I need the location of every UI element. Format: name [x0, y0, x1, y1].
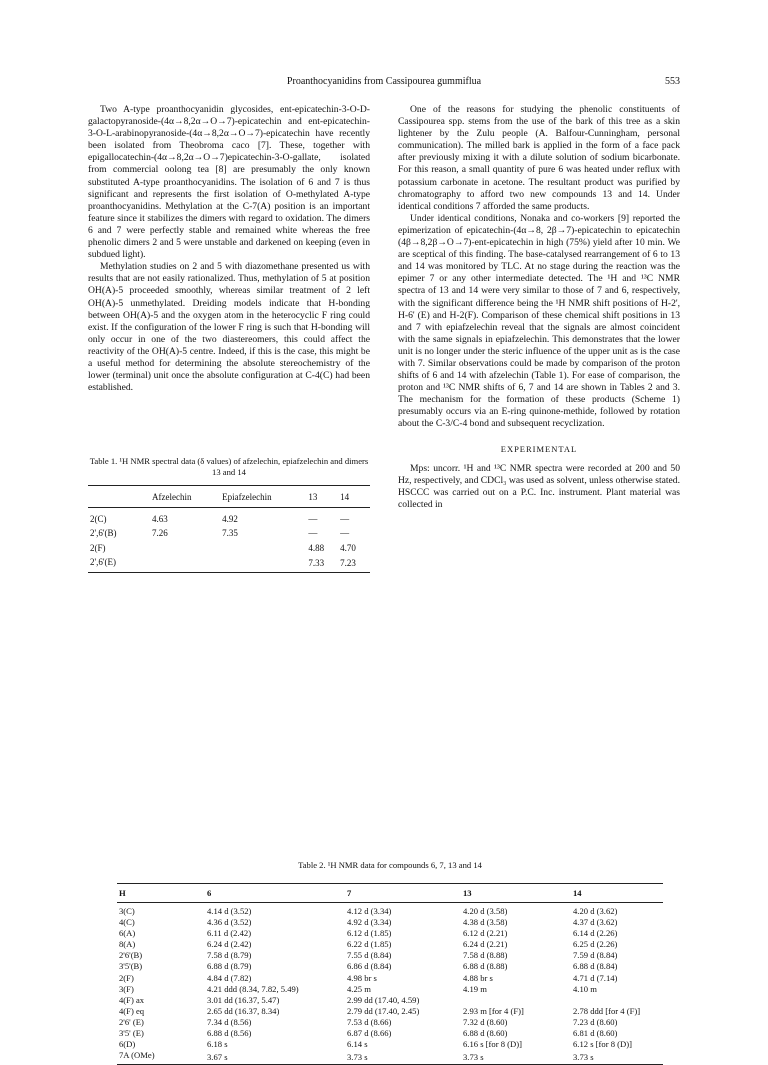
table-cell: 4(F) ax — [119, 994, 145, 1005]
table-cell: 7.58 d (8.79) — [207, 950, 252, 961]
table-cell: 2',6'(E) — [90, 556, 116, 567]
table-1-body — [88, 486, 370, 572]
table-cell: 4.92 — [222, 514, 238, 525]
table-header: 6 — [205, 884, 345, 903]
table-row — [117, 973, 663, 984]
table-cell: 2(F) — [119, 972, 134, 983]
table-cell: — — [340, 514, 350, 525]
table-cell: 3(C) — [119, 906, 135, 916]
table-cell: — — [340, 528, 350, 539]
table-cell: 6.22 d (1.85) — [347, 939, 392, 950]
table-cell: — — [308, 514, 318, 525]
table-cell: 6.14 s — [347, 1039, 368, 1050]
table-cell: 3(F) — [119, 983, 134, 994]
table-cell: 4.88 br s — [463, 972, 493, 983]
table-header: 13 — [308, 492, 318, 503]
table-cell: 4.38 d (3.58) — [463, 917, 508, 928]
table-cell: 6.88 d (8.60) — [463, 1028, 508, 1039]
table-header: 13 — [461, 884, 571, 903]
table-cell: 2',6'(B) — [90, 528, 117, 539]
page-number: 553 — [665, 76, 680, 87]
table-cell: 2'6' (E) — [119, 1016, 144, 1027]
table-cell: 7.34 d (8.56) — [207, 1016, 252, 1027]
table-cell: 4.36 d (3.52) — [207, 917, 252, 928]
table-cell: 4(F) eq — [119, 1005, 145, 1016]
table-cell: 7.35 — [222, 528, 238, 539]
table-row — [117, 984, 663, 995]
table-cell: 6.12 d (1.85) — [347, 928, 392, 939]
table-header: 14 — [340, 492, 350, 503]
table-row — [117, 995, 663, 1006]
table-cell — [461, 995, 571, 1006]
table-cell: 7.23 — [340, 558, 356, 569]
paragraph: Two A-type proanthocyanidin glycosides, ent-epicatechin-3-O-D-galactopyranoside-(4α→8,2α→O→7)-epicatechin and ent-epicatechin-3-O-L-arabinopyranoside-(4α→8,2α→O→7)-epicatechin have recently been isolated from Theobroma caco [7]. These, together with epigallocatechin-(4α→8,2α→O→7)epicatechin-3-O-gallate, isolated from commercial oolong tea [8] are presumably the only known substituted A-type proanthocyanidins. The isolation of 6 and 7 is thus significant and represents the first isolation of O-methylated A-type proanthocyanidins. Methylation at the C-7(A) position is an important feature since it stabilizes the dimers with regard to oxidation. The dimers 6 and 7 were perfectly stable and remained white whereas the free phenolic dimers 2 and 5 were unstable and darkened on keeping (even in subdued light). — [88, 104, 370, 261]
table-cell: 4.20 d (3.58) — [463, 906, 508, 916]
running-title: Proanthocyanidins from Cassipourea gummiflua — [286, 76, 482, 87]
table-row — [88, 512, 370, 526]
table-row — [117, 950, 663, 961]
table-header: Epiafzelechin — [222, 492, 272, 503]
table-cell: 4.70 — [340, 542, 356, 553]
left-column — [88, 104, 370, 573]
table-cell: 4.98 br s — [347, 972, 377, 983]
table-cell: 4.20 d (3.62) — [573, 906, 618, 916]
table-row — [88, 541, 370, 555]
table-cell: 6.88 d (8.84) — [573, 961, 618, 972]
paragraph: Mps: uncorr. ¹H and ¹³C NMR spectra were recorded at 200 and 50 Hz, respectively, and CDCl₃ was used as solvent, unless otherwise stated. HSCCC was carried out on a P.C. Inc. instrument. Plant material was collected in — [398, 462, 680, 510]
table-cell: 4.63 — [152, 514, 168, 525]
table-header: 14 — [571, 884, 663, 903]
table-cell: 6.88 d (8.88) — [463, 961, 508, 972]
section-heading: EXPERIMENTAL — [500, 443, 578, 454]
table-cell: 6.24 d (2.21) — [463, 939, 508, 950]
table-cell: 6.86 d (8.84) — [347, 961, 392, 972]
table-cell: 7.58 d (8.88) — [463, 950, 508, 961]
table-cell: 4.84 d (7.82) — [207, 972, 252, 983]
table-cell: — — [308, 528, 318, 539]
table-cell: 6.18 s — [207, 1039, 228, 1050]
table-cell: 7.32 d (8.60) — [463, 1016, 508, 1027]
table-cell: 7.23 d (8.60) — [573, 1016, 618, 1027]
table-cell: 4.88 — [308, 542, 325, 553]
table-cell: 6.88 d (8.79) — [207, 961, 252, 972]
table-cell: 6.11 d (2.42) — [207, 928, 252, 939]
table-cell: 6(D) — [119, 1039, 136, 1050]
table-cell: 4.71 d (7.14) — [573, 972, 618, 983]
paragraph: Under identical conditions, Nonaka and co-workers [9] reported the epimerization of epicatechin-(4α→8, 2β→7)-epicatechin to epicatechin (4β→8,2β→O→7)-ent-epicatechin in high (75%) yield after 10 min. We are sceptical of this finding. The base-catalysed rearrangement of 6 to 13 and 14 was monitored by TLC. At no stage during the reaction was the epimer 7 or any other intermediate detected. The ¹H and ¹³C NMR spectra of 13 and 14 were very similar to those of 7 and 6, respectively, with the significant difference being the ¹H NMR shift positions of H-2', H-6' (E) and H-2(F). Comparison of these chemical shift positions in 13 and 7 with epiafzelechin reveal that the signals are almost coincident with the same signals in epiafzelechin. This demonstrates that the lower unit is no longer under the steric influence of the upper unit as is the case with 7. Similar observations could be made by comparison of the proton shifts of 6 and 14 with afzelechin (Table 1). For ease of comparison, the proton and ¹³C NMR shifts of 6, 7 and 14 are shown in Tables 2 and 3. The mechanism for the formation of these products (Scheme 1) presumably occurs via an E-ring quinone-methide, followed by rotation about the C-3/C-4 bond and subsequent recyclization. — [398, 212, 680, 430]
table-cell: 4.92 d (3.34) — [347, 917, 392, 928]
table-cell: 3.73 s — [571, 1050, 663, 1065]
paragraph: One of the reasons for studying the phenolic constituents of Cassipourea spp. stems from the use of the bark of this tree as a skin lightener by the Zulu people (A. Balfour-Cunningham, personal communication). The milled bark is applied in the form of a face pack after previously mixing it with a dilute solution of sodium bicarbonate. For this reason, a small quantity of pure 6 was heated under reflux with potassium carbonate in acetone. The resultant product was purified by chromatography to afford two new compounds 13 and 14. Under identical conditions 7 afforded the same products. — [398, 104, 680, 212]
table-cell: 4.19 m — [463, 983, 487, 994]
table-cell: 4.25 m — [347, 983, 371, 994]
table-cell: 7A (OMe) — [117, 1050, 205, 1065]
table-cell: 3.67 s — [205, 1050, 345, 1065]
table-cell: 6.16 s [for 8 (D)] — [463, 1039, 522, 1050]
table-header: H — [117, 884, 205, 903]
table-row — [117, 1039, 663, 1050]
table-cell: 2.79 dd (17.40, 2.45) — [347, 1005, 420, 1016]
table-cell — [220, 541, 306, 555]
table-header: 7 — [345, 884, 461, 903]
table-cell: 6.87 d (8.66) — [347, 1028, 392, 1039]
table-cell: 7.55 d (8.84) — [347, 950, 392, 961]
table-row — [117, 1050, 663, 1065]
table-cell: 6.24 d (2.42) — [207, 939, 252, 950]
table-cell — [150, 555, 220, 573]
table-cell — [220, 555, 306, 573]
table-1 — [88, 456, 370, 572]
table-cell: 7.59 d (8.84) — [573, 950, 618, 961]
table-cell: 4.37 d (3.62) — [573, 917, 618, 928]
table-cell: 4.21 ddd (8.34, 7.82, 5.49) — [207, 983, 299, 994]
table-cell: 3.73 s — [345, 1050, 461, 1065]
table-cell: 3'5' (E) — [119, 1028, 144, 1039]
right-column — [398, 104, 680, 511]
table-header — [88, 486, 150, 508]
table-cell: 6.81 d (8.60) — [573, 1028, 618, 1039]
table-cell: 6.14 d (2.26) — [573, 928, 618, 939]
table-cell: 2'6'(B) — [119, 950, 143, 961]
table-2-caption: Table 2. ¹H NMR data for compounds 6, 7, 13 and 14 — [298, 860, 482, 870]
table-2-body — [117, 883, 663, 1065]
table-cell: 3.73 s — [461, 1050, 571, 1065]
table-row — [117, 917, 663, 928]
table-cell: 7.33 — [308, 558, 325, 569]
table-cell: 6.25 d (2.26) — [573, 939, 618, 950]
table-cell: 4.10 m — [573, 983, 597, 994]
table-cell: 3'5'(B) — [119, 961, 143, 972]
table-row — [117, 1028, 663, 1039]
table-1-caption: Table 1. ¹H NMR spectral data (δ values) of afzelechin, epiafzelechin and dimers 13 and 14 — [89, 456, 369, 478]
table-row — [117, 939, 663, 950]
table-cell: 8(A) — [119, 939, 136, 950]
table-cell: 2.99 dd (17.40, 4.59) — [347, 994, 420, 1005]
table-cell: 2(C) — [90, 514, 107, 525]
table-row — [117, 928, 663, 939]
table-row — [117, 906, 663, 917]
table-row — [117, 1017, 663, 1028]
table-cell: 6(A) — [119, 928, 136, 939]
table-cell — [571, 995, 663, 1006]
table-cell: 4.14 d (3.52) — [207, 906, 252, 916]
table-header: Afzelechin — [152, 492, 192, 503]
table-row — [88, 526, 370, 540]
table-cell: 4(C) — [119, 917, 135, 928]
table-cell: 2.93 m [for 4 (F)] — [463, 1005, 524, 1016]
table-cell: 6.12 d (2.21) — [463, 928, 508, 939]
table-cell — [150, 541, 220, 555]
paragraph: Methylation studies on 2 and 5 with diazomethane presented us with results that are not easily rationalized. Thus, methylation of 5 at position OH(A)-5 proceeded smoothly, whereas similar treatment of 2 left OH(A)-5 unmethylated. Dreiding models indicate that H-bonding between OH(A)-5 and the oxygen atom in the heterocyclic F ring could exist. If the configuration of the lower F ring is such that H-bonding will only occur in one of the two diastereomers, this could affect the reactivity of the OH(A)-5 centre. Indeed, if this is the case, this might be a useful method for determining the absolute stereochemistry of the lower (terminal) unit once the absolute configuration at C-4(C) had been established. — [88, 261, 370, 394]
table-cell: 2(F) — [90, 542, 106, 553]
table-cell: 7.26 — [152, 528, 168, 539]
table-cell: 7.53 d (8.66) — [347, 1016, 392, 1027]
table-cell: 2.65 dd (16.37, 8.34) — [207, 1005, 280, 1016]
table-cell: 3.01 dd (16.37, 5.47) — [207, 994, 280, 1005]
table-row — [117, 1006, 663, 1017]
table-cell: 6.12 s [for 8 (D)] — [573, 1039, 632, 1050]
table-row — [117, 961, 663, 972]
table-cell: 4.12 d (3.34) — [347, 906, 392, 916]
table-row — [88, 555, 370, 573]
table-2 — [117, 860, 663, 1065]
table-cell: 2.78 ddd [for 4 (F)] — [573, 1005, 641, 1016]
table-cell: 6.88 d (8.56) — [207, 1028, 252, 1039]
running-header — [88, 76, 680, 90]
